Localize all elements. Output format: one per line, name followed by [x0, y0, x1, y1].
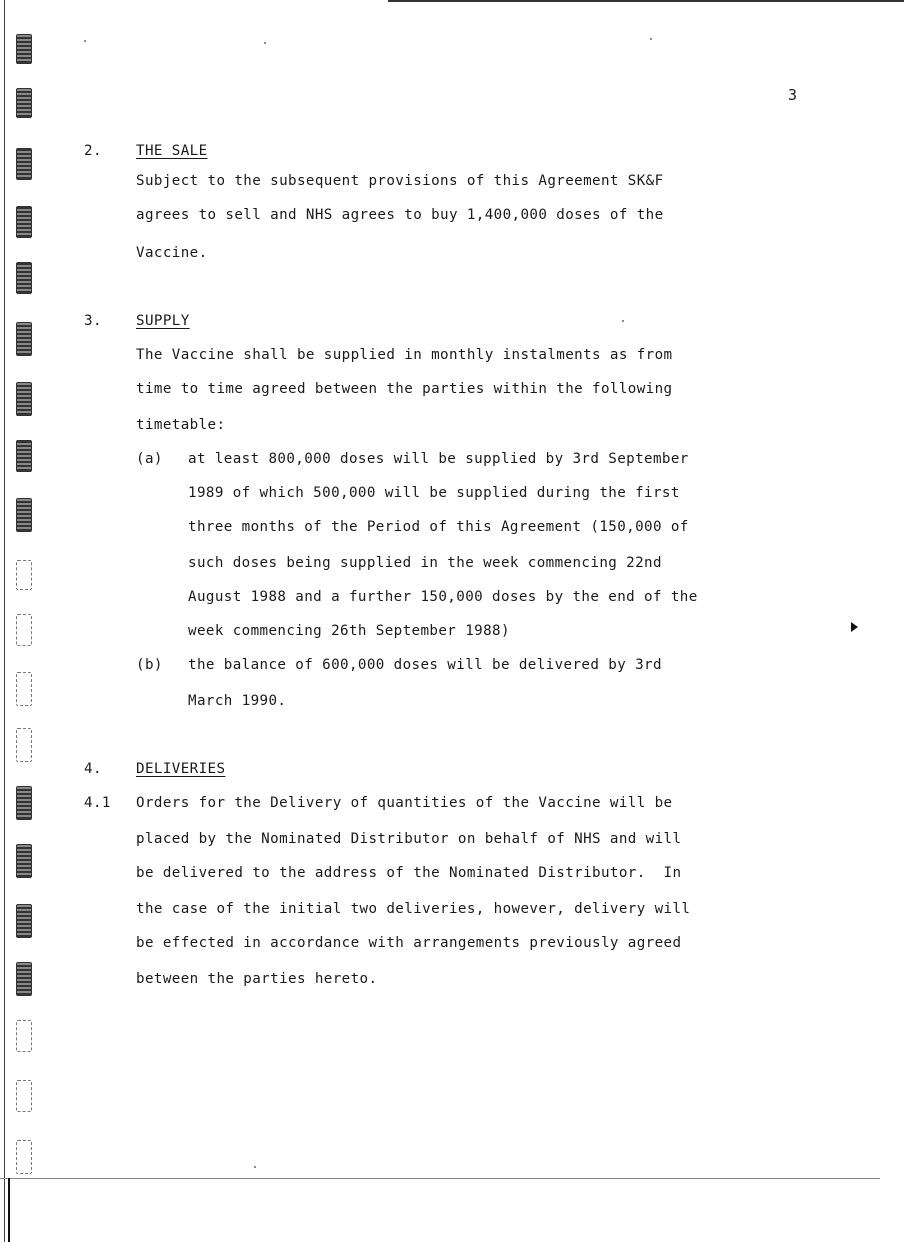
item-b-line: the balance of 600,000 doses will be delivered by 3rd	[188, 657, 662, 673]
binding-hole	[16, 844, 32, 878]
section-4-line: Orders for the Delivery of quantities of the Vaccine will be	[136, 795, 673, 811]
binding-hole	[16, 1140, 32, 1174]
section-2-heading: THE SALE	[136, 143, 208, 159]
binding-hole	[16, 262, 32, 294]
binding-hole	[16, 148, 32, 180]
scan-speck	[264, 42, 266, 44]
binding-hole	[16, 904, 32, 938]
page-number: 3	[788, 86, 798, 104]
item-a-line: three months of the Period of this Agreement (150,000 of	[188, 519, 689, 535]
section-3-number: 3.	[84, 313, 102, 329]
section-2-line: agrees to sell and NHS agrees to buy 1,400,000 doses of the	[136, 207, 664, 223]
binding-hole	[16, 34, 32, 64]
binding-hole	[16, 382, 32, 416]
section-3-heading: SUPPLY	[136, 313, 190, 329]
binding-hole	[16, 1020, 32, 1052]
section-2-number: 2.	[84, 143, 102, 159]
binding-hole	[16, 728, 32, 762]
bottom-left-bar	[8, 1178, 10, 1242]
section-4-line: be effected in accordance with arrangements previously agreed	[136, 935, 682, 951]
section-4-number: 4.	[84, 761, 102, 777]
scan-speck	[84, 40, 86, 42]
section-4-line: be delivered to the address of the Nominated Distributor. In	[136, 865, 682, 881]
margin-arrow-mark	[851, 622, 858, 632]
scan-speck	[254, 1166, 256, 1168]
section-4-heading: DELIVERIES	[136, 761, 226, 777]
binding-hole	[16, 786, 32, 820]
binding-hole	[16, 672, 32, 706]
binding-hole	[16, 498, 32, 532]
binding-hole	[16, 88, 32, 118]
section-4-line: between the parties hereto.	[136, 971, 378, 987]
binding-hole	[16, 614, 32, 646]
item-a-line: 1989 of which 500,000 will be supplied during the first	[188, 485, 680, 501]
section-2-line: Subject to the subsequent provisions of this Agreement SK&F	[136, 173, 664, 189]
binding-hole	[16, 322, 32, 356]
top-edge-line	[388, 0, 904, 2]
binding-hole	[16, 962, 32, 996]
item-b-label: (b)	[136, 657, 163, 673]
section-3-line: timetable:	[136, 417, 226, 433]
section-3-line: time to time agreed between the parties within the following	[136, 381, 673, 397]
scan-speck	[622, 320, 624, 322]
section-4-line: the case of the initial two deliveries, however, delivery will	[136, 901, 691, 917]
item-b-line: March 1990.	[188, 693, 287, 709]
section-4-line: placed by the Nominated Distributor on behalf of NHS and will	[136, 831, 682, 847]
item-a-line: August 1988 and a further 150,000 doses by the end of the	[188, 589, 698, 605]
binding-hole	[16, 206, 32, 238]
section-2-line: Vaccine.	[136, 245, 208, 261]
left-edge-line	[4, 0, 5, 1242]
subsection-4-1-number: 4.1	[84, 795, 111, 811]
item-a-line: week commencing 26th September 1988)	[188, 623, 510, 639]
binding-hole	[16, 440, 32, 472]
binding-hole	[16, 1080, 32, 1112]
scan-speck	[650, 38, 652, 40]
bottom-edge-line	[0, 1178, 880, 1179]
binding-hole	[16, 560, 32, 590]
item-a-line: at least 800,000 doses will be supplied by 3rd September	[188, 451, 689, 467]
section-3-line: The Vaccine shall be supplied in monthly instalments as from	[136, 347, 673, 363]
item-a-line: such doses being supplied in the week commencing 22nd	[188, 555, 662, 571]
item-a-label: (a)	[136, 451, 163, 467]
